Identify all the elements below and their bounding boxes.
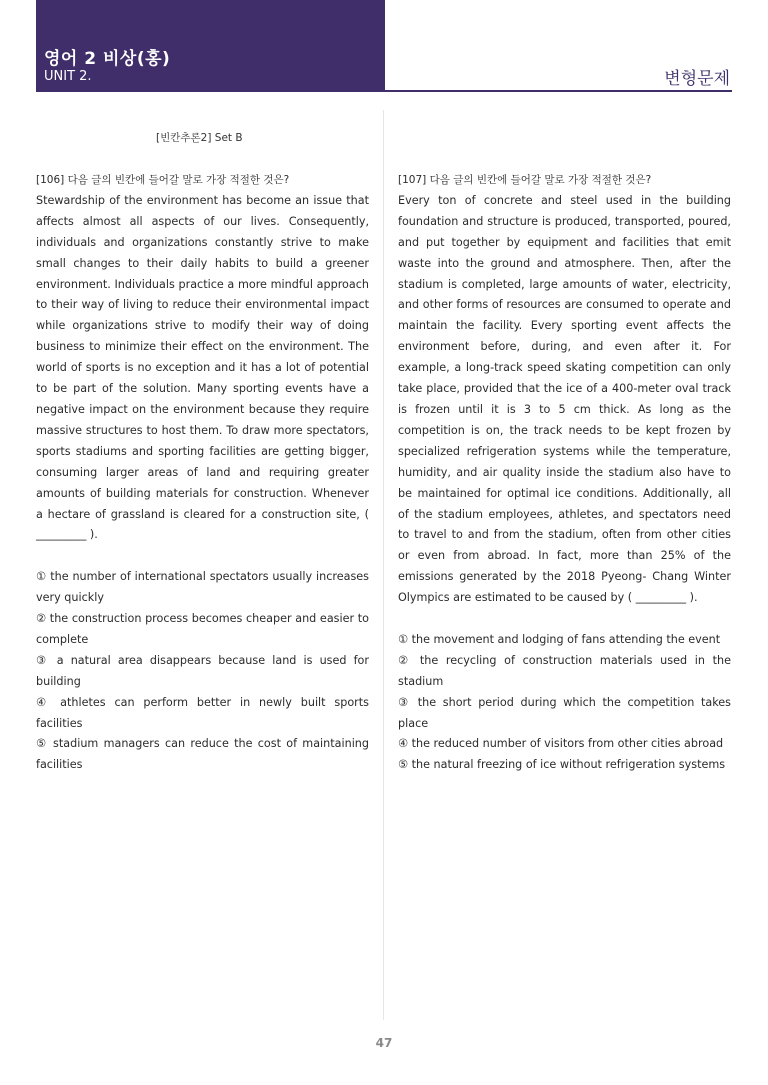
- unit-label: UNIT 2.: [44, 69, 92, 84]
- question-passage: Every ton of concrete and steel used in the building foundation and structure is produced, transported, poured, and put together by equipment and facilities that emit waste into the ground and atmosphere. Then, after the stadium is completed, large amounts of water, electricity, and other forms of resources are consumed to operate and maintain the facility. Every sporting event affects the environment before, during, and even after it. For example, a long-track speed skating competition can only take place, provided that the ice of a 400-meter oval track is frozen until it is 3 to 5 cm thick. As long as the competition is on, the track needs to be kept frozen by specialized refrigeration systems while the temperature, humidity, and air quality inside the stadium also have to be maintained for optimal ice conditions. Additionally, all of the stadium employees, athletes, and spectators need to travel to and from the stadium, often from other cities or even from abroad. In fact, more than 25% of the emissions generated by the 2018 Pyeong- Chang Winter Olympics are estimated to be caused by ( _________ ).: [398, 193, 731, 605]
- set-label: [빈칸추론2] Set B: [156, 132, 243, 144]
- answer-option-3[interactable]: ③ the short period during which the competition takes place: [398, 695, 731, 730]
- answer-option-1[interactable]: ① the number of international spectators usually increases very quickly: [36, 570, 369, 605]
- page-number: 47: [375, 1036, 393, 1050]
- question-107: [398, 170, 731, 776]
- section-label: 변형문제: [664, 69, 730, 89]
- answer-option-4[interactable]: ④ athletes can perform better in newly built sports facilities: [36, 695, 369, 730]
- question-106: [36, 170, 369, 776]
- column-divider: [383, 110, 384, 1020]
- header-rule: [385, 90, 732, 92]
- question-heading: [106] 다음 글의 빈칸에 들어갈 말로 가장 적절한 것은?: [36, 174, 290, 186]
- answer-option-5[interactable]: ⑤ stadium managers can reduce the cost of maintaining facilities: [36, 737, 369, 772]
- answer-option-2[interactable]: ② the recycling of construction materials used in the stadium: [398, 653, 731, 688]
- answer-option-5[interactable]: ⑤ the natural freezing of ice without refrigeration systems: [398, 758, 726, 772]
- question-passage: Stewardship of the environment has become an issue that affects almost all aspects of our lives. Consequently, individuals and organizations constantly strive to make small changes to their daily habits to build a greener environment. Individuals practice a more mindful approach to their way of living to reduce their environmental impact while organizations strive to modify their way of doing business to minimize their effect on the environment. The world of sports is no exception and it has a lot of potential to be part of the solution. Many sporting events have a negative impact on the environment because they require massive structures to host them. To draw more spectators, sports stadiums and sporting facilities are getting bigger, consuming larger areas of land and requiring greater amounts of building materials for construction. Whenever a hectare of grassland is cleared for a construction site, ( _________ ).: [36, 193, 369, 542]
- answer-option-4[interactable]: ④ the reduced number of visitors from other cities abroad: [398, 737, 724, 751]
- book-title: 영어 2 비상(홍): [44, 49, 171, 69]
- answer-option-1[interactable]: ① the movement and lodging of fans attending the event: [398, 632, 721, 646]
- answer-option-2[interactable]: ② the construction process becomes cheaper and easier to complete: [36, 612, 369, 646]
- answer-option-3[interactable]: ③ a natural area disappears because land is used for building: [36, 653, 369, 688]
- question-heading: [107] 다음 글의 빈칸에 들어갈 말로 가장 적절한 것은?: [398, 174, 652, 186]
